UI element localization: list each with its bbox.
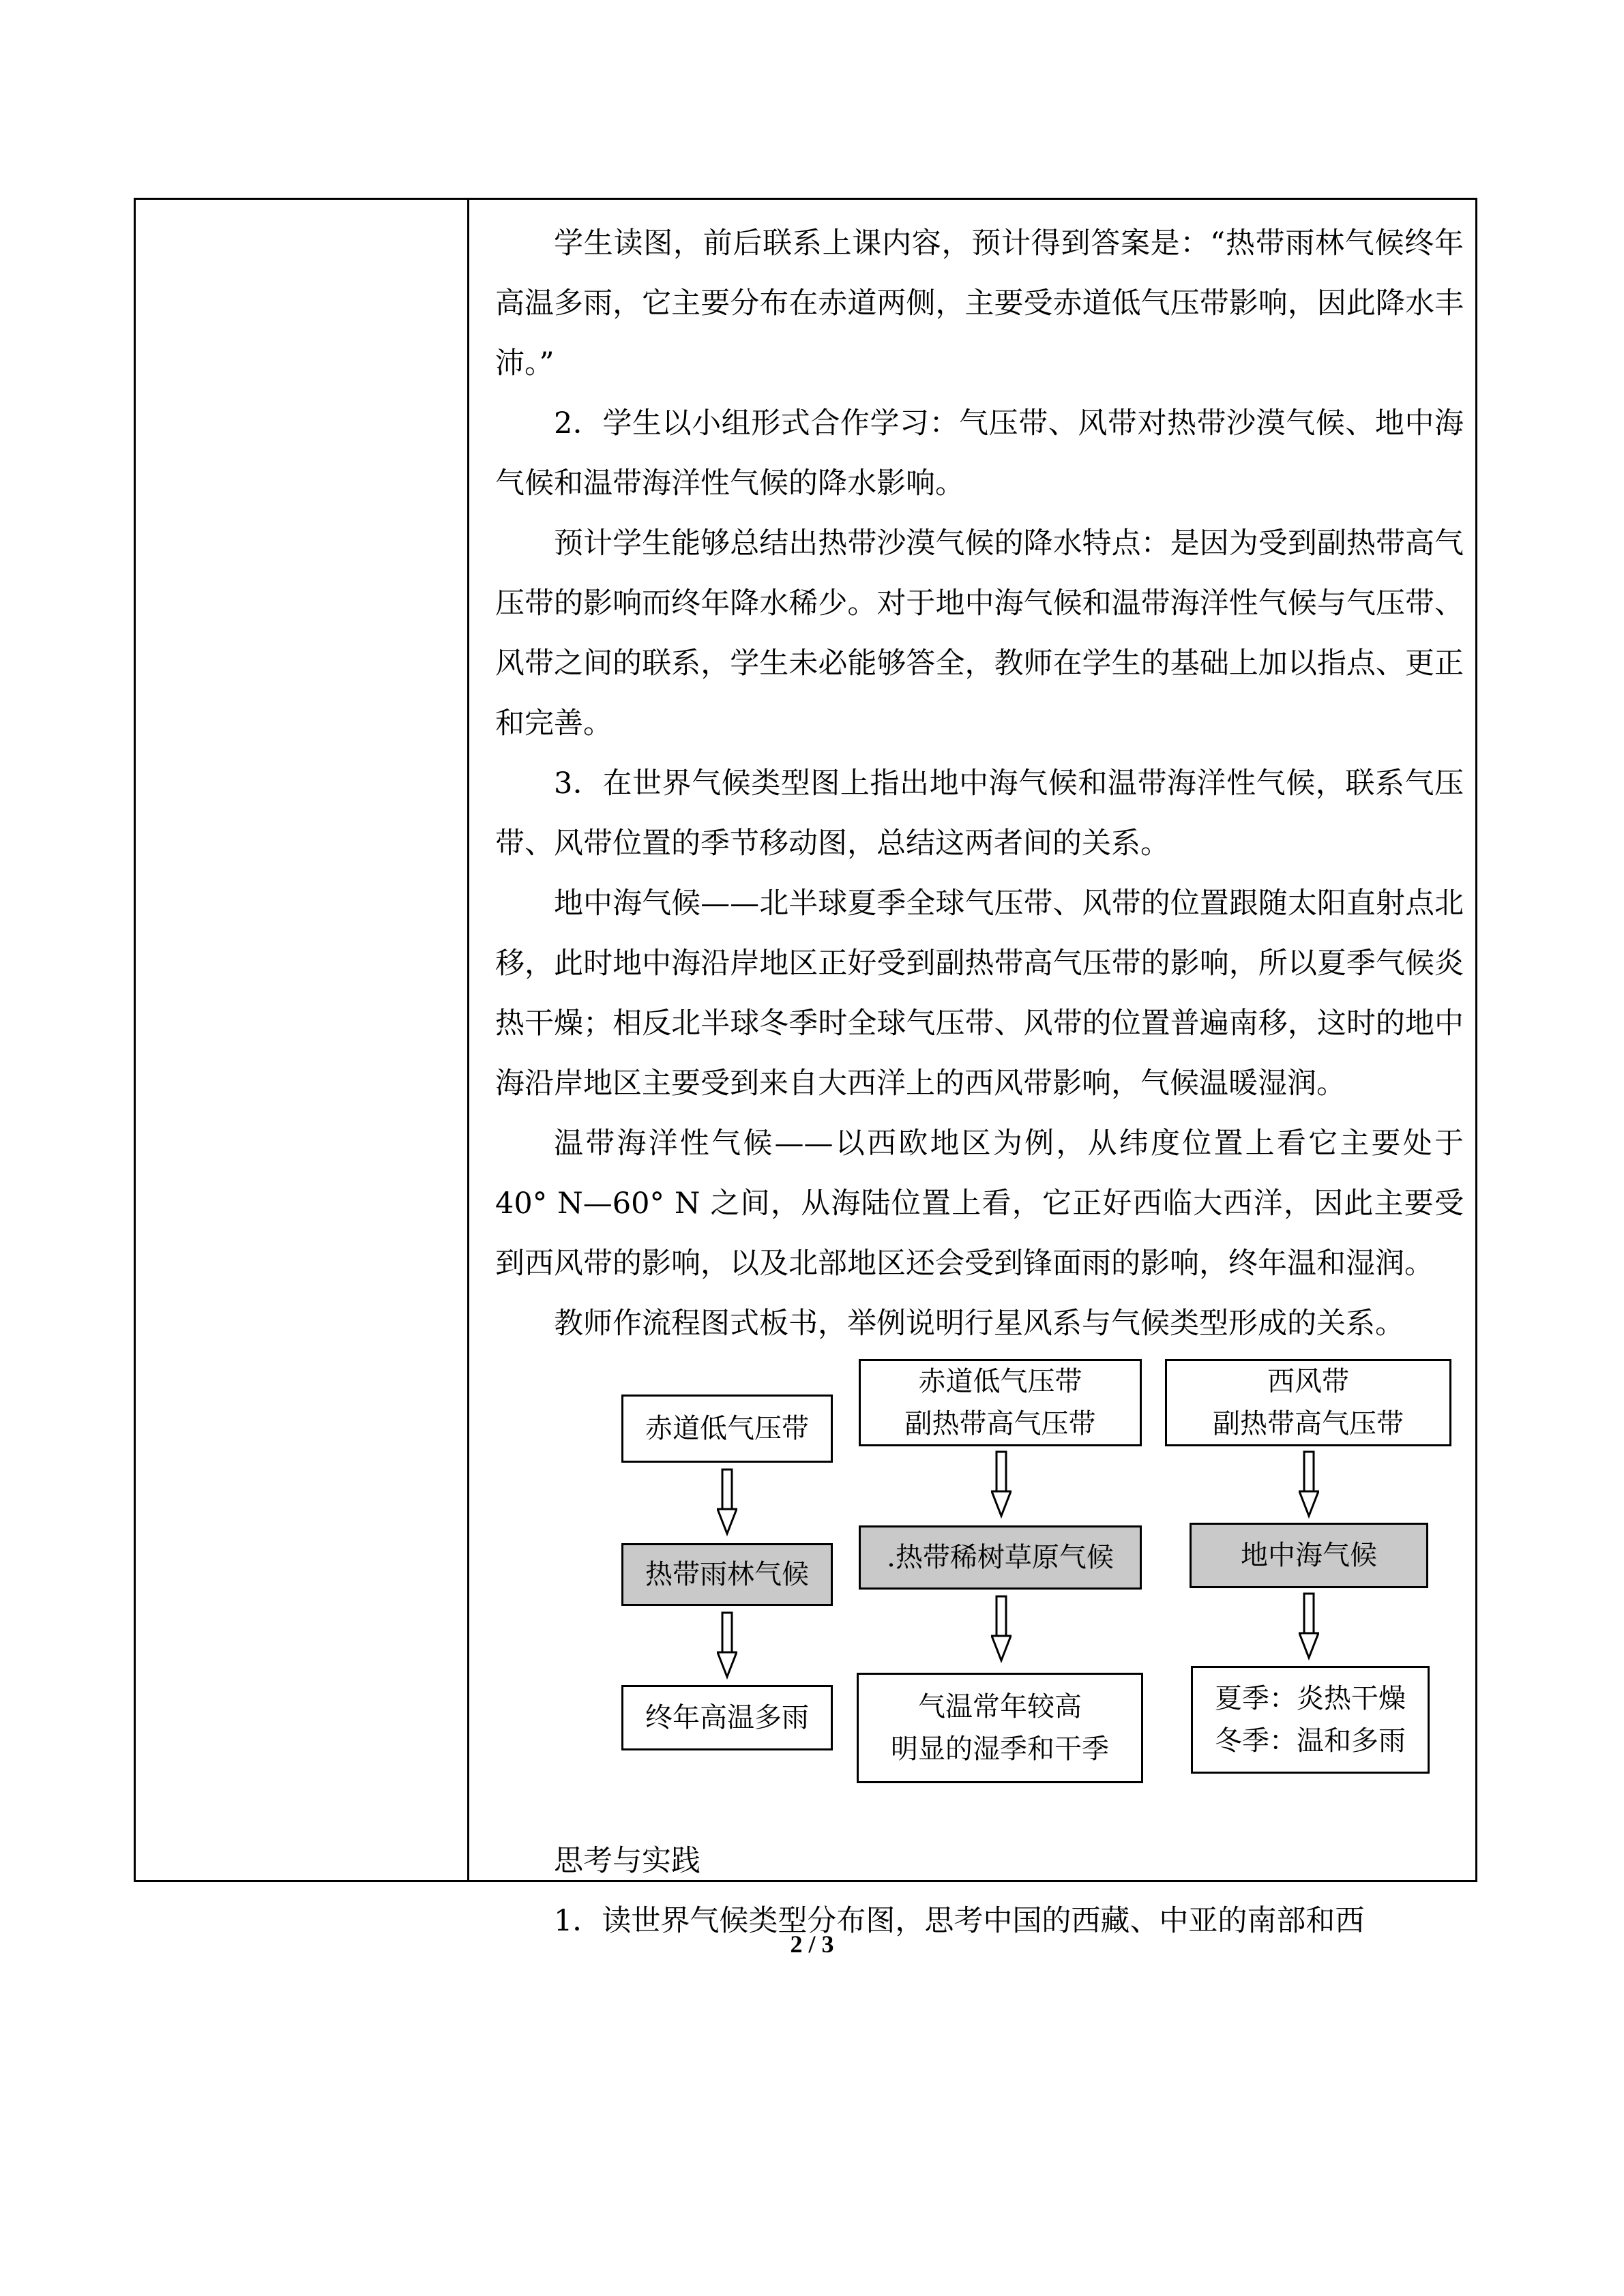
- flow-col2-top-line1: 赤道低气压带: [918, 1366, 1082, 1397]
- flow-col3-bottom-line1: 夏季：炎热干燥: [1215, 1683, 1406, 1714]
- flow-col2-bottom-box: [857, 1673, 1143, 1783]
- flow-col1-arrow-1: [717, 1468, 737, 1536]
- lesson-table: [134, 198, 1477, 1938]
- paragraph-3: 预计学生能够总结出热带沙漠气候的降水特点：是因为受到副热带高气压带的影响而终年降水稀少。对于地中海气候和温带海洋性气候与气压带、风带之间的联系，学生未必能够答全，教师在学生的基础上加以指点、更正和完善。: [495, 526, 1464, 741]
- flow-col1-middle-box: [621, 1543, 833, 1606]
- flow-col3-top-line1: 西风带: [1267, 1366, 1349, 1397]
- column-divider: [467, 200, 469, 1880]
- paragraph-4: 3．在世界气候类型图上指出地中海气候和温带海洋性气候，联系气压带、风带位置的季节移动图，总结这两者间的关系。: [495, 766, 1464, 861]
- flow-col2-middle-text: .热带稀树草原气候: [887, 1542, 1114, 1573]
- flow-col2-middle-box: [859, 1525, 1142, 1590]
- page-number: 2 / 3: [790, 1930, 834, 1958]
- flow-col1-top-box: [621, 1395, 833, 1463]
- paragraph-1: 学生读图，前后联系上课内容，预计得到答案是：“热带雨林气候终年高温多雨，它主要分布在赤道两侧，主要受赤道低气压带影响，因此降水丰沛。”: [495, 226, 1464, 381]
- flow-col1-arrow-2: [717, 1611, 737, 1680]
- flow-col1-bottom-box: [621, 1685, 833, 1750]
- flow-col3-top-box: [1165, 1359, 1451, 1446]
- paragraph-6: 温带海洋性气候——以西欧地区为例，从纬度位置上看它主要处于 40° N—60° N 之间，从海陆位置上看，它正好西临大西洋，因此主要受到西风带的影响，以及北部地区还会受到锋面雨的影响，终年温和湿润。: [495, 1127, 1464, 1281]
- paragraph-7: 教师作流程图式板书，举例说明行星风系与气候类型形成的关系。: [554, 1307, 1404, 1341]
- flow-col2-arrow-1: [991, 1450, 1012, 1519]
- flow-col3-top-line2: 副热带高气压带: [1213, 1408, 1404, 1440]
- flow-col3-bottom-line2: 冬季：温和多雨: [1215, 1725, 1406, 1757]
- flow-col2-arrow-2: [991, 1595, 1012, 1663]
- flow-col2-bottom-line1: 气温常年较高: [918, 1691, 1082, 1723]
- flow-col3-arrow-2: [1299, 1592, 1319, 1660]
- paragraph-2: 2．学生以小组形式合作学习：气压带、风带对热带沙漠气候、地中海气候和温带海洋性气候的降水影响。: [495, 406, 1464, 501]
- flow-col2-top-box: [859, 1359, 1142, 1446]
- last-paragraph: 1．读世界气候类型分布图，思考中国的西藏、中亚的南部和西: [554, 1904, 1365, 1938]
- flow-col3-arrow-1: [1299, 1450, 1319, 1519]
- paragraph-5: 地中海气候——北半球夏季全球气压带、风带的位置跟随太阳直射点北移，此时地中海沿岸地区正好受到副热带高气压带的影响，所以夏季气候炎热干燥；相反北半球冬季时全球气压带、风带的位置普遍南移，这时的地中海沿岸地区主要受到来自大西洋上的西风带影响，气候温暖湿润。: [495, 886, 1464, 1101]
- flow-col3-middle-box: [1190, 1523, 1428, 1588]
- flow-col2-top-line2: 副热带高气压带: [904, 1408, 1096, 1440]
- flow-col1-middle-text: 热带雨林气候: [645, 1559, 809, 1590]
- content-cell: [495, 200, 1464, 1951]
- flow-col1-top-text: 赤道低气压带: [645, 1413, 809, 1444]
- flow-col3-bottom-box: [1191, 1666, 1430, 1774]
- flowchart: [495, 1359, 1464, 1795]
- flow-col3-middle-text: 地中海气候: [1241, 1540, 1377, 1571]
- flow-col1-bottom-text: 终年高温多雨: [645, 1702, 809, 1733]
- flow-col2-bottom-line2: 明显的湿季和干季: [891, 1733, 1109, 1765]
- section-title: 思考与实践: [554, 1844, 700, 1878]
